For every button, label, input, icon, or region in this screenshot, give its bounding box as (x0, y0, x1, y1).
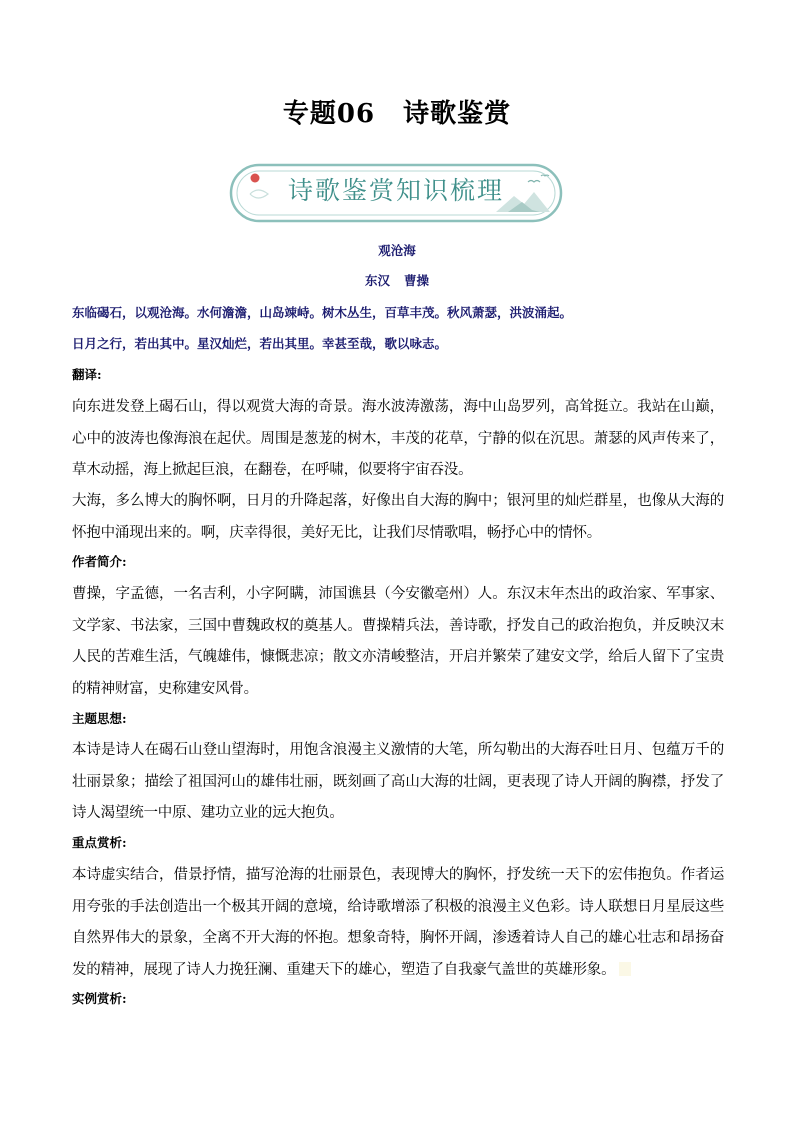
banner-title: 诗歌鉴赏知识梳理 (287, 176, 504, 205)
page-title (0, 96, 794, 132)
section-label-analysis: 重点赏析: (72, 835, 127, 850)
title-sub: 诗歌鉴赏 (403, 99, 512, 129)
section-label-author: 作者简介: (72, 554, 127, 569)
poem-line: 日月之行，若出其中。星汉灿烂，若出其里。幸甚至哉，歌以咏志。 (72, 336, 448, 351)
title-main: 专题06 (282, 99, 376, 129)
analysis-text: 本诗虚实结合，借景抒情，描写沧海的壮丽景色，表现博大的胸怀，抒发统一天下的宏伟抱负。作者运用夸张的手法创造出一个极其开阔的意境，给诗歌增添了积极的浪漫主义色彩。诗人联想日月星辰这些自然界伟大的景象，全离不开大海的怀抱。想象奇特，胸怀开阔，渗透着诗人自己的雄心壮志和昂扬奋发的精神，展现了诗人力挽狂澜、重建天下的雄心，塑造了自我豪气盖世的英雄形象。 (72, 867, 724, 978)
section-label-examples: 实例赏析: (72, 991, 127, 1006)
translation-paragraph: 大海，多么博大的胸怀啊，日月的升降起落，好像出自大海的胸中；银河里的灿烂群星，也像从大海的怀抱中涌现出来的。啊，庆幸得很，美好无比，让我们尽情歌唱，畅抒心中的情怀。 (72, 493, 724, 541)
poem-author-line (0, 272, 794, 290)
author-paragraph: 曹操，字孟德，一名吉利，小字阿瞒，沛国谯县（今安徽亳州）人。东汉末年杰出的政治家、军事家、文学家、书法家，三国中曹魏政权的奠基人。曹操精兵法，善诗歌，抒发自己的政治抱负，并反映汉末人民的苦难生活，气魄雄伟，慷慨悲凉；散文亦清峻整洁，开启并繁荣了建安文学，给后人留下了宝贵的精神财富，史称建安风骨。 (72, 586, 724, 697)
poem-title: 观沧海 (378, 243, 416, 258)
analysis-paragraph (72, 860, 724, 986)
translation-paragraph: 向东进发登上碣石山，得以观赏大海的奇景。海水波涛激荡，海中山岛罗列，高耸挺立。我站在山巅，心中的波涛也像海浪在起伏。周围是葱茏的树木，丰茂的花草，宁静的似在沉思。萧瑟的风声传来了，草木动摇，海上掀起巨浪，在翻卷，在呼啸，似要将宇宙吞没。 (72, 399, 724, 478)
poem-author: 曹操 (404, 273, 430, 288)
section-label-translation: 翻译: (72, 367, 102, 382)
poem-line: 东临碣石，以观沧海。水何澹澹，山岛竦峙。树木丛生，百草丰茂。秋风萧瑟，洪波涌起。 (72, 305, 573, 320)
poem-dynasty: 东汉 (364, 273, 390, 288)
section-label-theme: 主题思想: (72, 711, 127, 726)
theme-paragraph: 本诗是诗人在碣石山登山望海时，用饱含浪漫主义激情的大笔，所勾勒出的大海吞吐日月、包蕴万千的壮丽景象；描绘了祖国河山的雄伟壮丽，既刻画了高山大海的壮阔，更表现了诗人开阔的胸襟，抒发了诗人渴望统一中原、建功立业的远大抱负。 (72, 742, 724, 821)
section-banner (228, 160, 564, 226)
highlight-mark (619, 962, 631, 976)
